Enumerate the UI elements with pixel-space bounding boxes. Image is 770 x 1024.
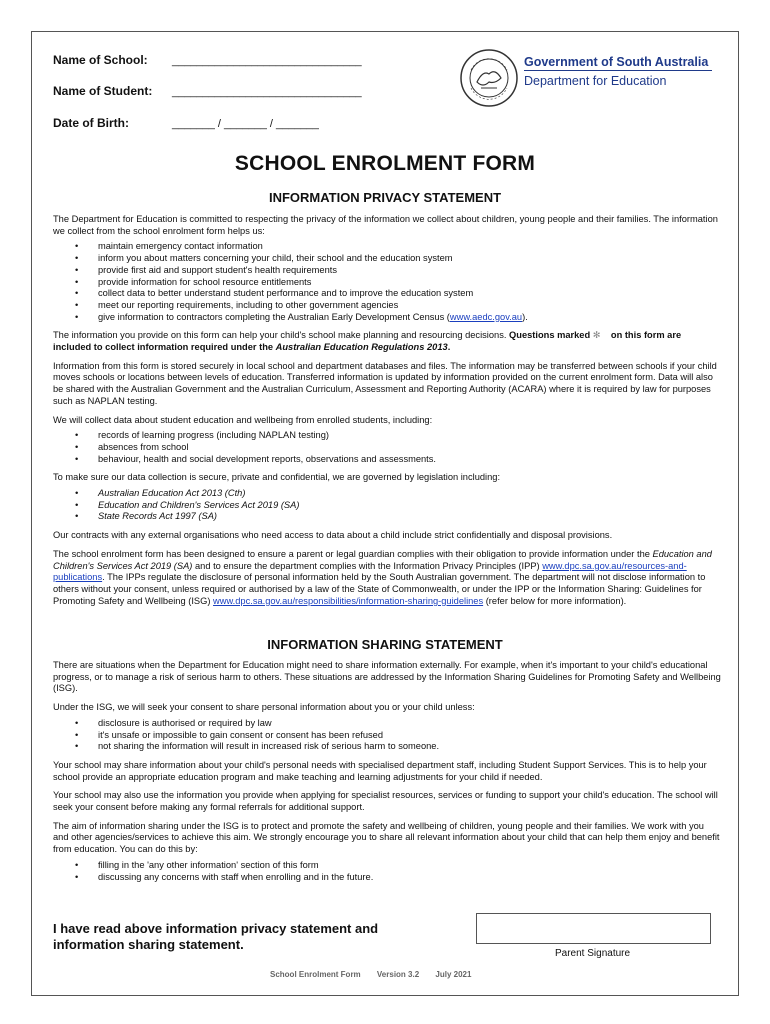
footer-form-name: School Enrolment Form xyxy=(270,970,361,979)
list-item: • maintain emergency contact information xyxy=(53,241,721,253)
government-crest-icon xyxy=(459,48,519,108)
department-name: Department for Education xyxy=(524,74,667,88)
name-of-school-label: Name of School: xyxy=(53,53,148,67)
date-of-birth-label: Date of Birth: xyxy=(53,116,129,130)
list-item: • behaviour, health and social development reports, observations and assessments. xyxy=(53,454,721,466)
list-item: • give information to contractors completing the Australian Early Development Census (www.aedc.gov.au). xyxy=(53,312,721,324)
list-item: • disclosure is authorised or required by law xyxy=(53,718,721,730)
legislation-list xyxy=(53,488,721,523)
ipp-link[interactable]: www.dpc.sa.gov.au/resources-and-publications xyxy=(53,560,687,583)
support-services-paragraph: Your school may share information about your child's personal needs with specialised department staff, including Student Support Services. This is to help your school provide an appropriate education program and make teaching and learning adjustments for your child if needed. xyxy=(53,759,707,782)
parent-signature-label: Parent Signature xyxy=(555,948,631,959)
privacy-purpose-list xyxy=(53,241,721,323)
consent-intro: Under the ISG, we will seek your consent to share personal information about you or your child unless: xyxy=(53,702,475,713)
sharing-section xyxy=(53,660,721,883)
list-item: • records of learning progress (including NAPLAN testing) xyxy=(53,430,721,442)
name-of-school-field[interactable]: _______________________________ xyxy=(172,55,362,67)
footer-date: July 2021 xyxy=(435,970,472,979)
isg-aim-paragraph: The aim of information sharing under the ISG is to protect and promote the safety and wellbeing of children, young people and their families. We work with you and other agencies/services to achieve this aim. We strongly encourage you to share all relevant information about your child that can help them enjoy and benefit from education. You can do this by: xyxy=(53,820,720,855)
list-item: • discussing any concerns with staff when enrolling and in the future. xyxy=(53,872,721,884)
parent-signature-field[interactable] xyxy=(476,913,711,944)
list-item: • inform you about matters concerning your child, their school and the education system xyxy=(53,253,721,265)
government-name: Government of South Australia xyxy=(524,55,709,69)
logo-divider xyxy=(524,70,712,71)
privacy-section xyxy=(53,214,721,607)
list-item: • meet our reporting requirements, including to other government agencies xyxy=(53,300,721,312)
wellbeing-list xyxy=(53,430,721,465)
name-of-student-field[interactable]: _______________________________ xyxy=(172,86,362,98)
specialist-resources-paragraph: Your school may also use the information you provide when applying for specialist resources, services or funding to support your child's education. The school will seek your consent before making any formal referrals for additional support. xyxy=(53,790,718,813)
date-of-birth-field[interactable]: _______ / _______ / _______ xyxy=(172,118,319,130)
declaration-statement: I have read above information privacy statement and information sharing statement. xyxy=(53,921,379,952)
list-item: • Education and Children's Services Act 2019 (SA) xyxy=(53,500,721,512)
contracts-paragraph: Our contracts with any external organisations who need access to data about a child include strict confidentially and disposal provisions. xyxy=(53,530,613,541)
list-item: • Australian Education Act 2013 (Cth) xyxy=(53,488,721,500)
star-icon: ✻ xyxy=(592,330,601,341)
planning-paragraph: The information you provide on this form can help your child's school make planning and resourcing decisions. Questions marked ✻ on this form are included to collect information required under the Australian Education Regulations 2013. xyxy=(53,330,682,353)
page-footer xyxy=(270,970,485,979)
sharing-paragraph: There are situations when the Department for Education might need to share information externally. For example, when it's important to your child's educational progress, or to manage a risk of serious harm to others. These situations are addressed by the Information Sharing Guidelines for Promoting Safety and Wellbeing (ISG). xyxy=(53,660,721,694)
list-item: • filling in the 'any other information' section of this form xyxy=(53,860,721,872)
sharing-heading: INFORMATION SHARING STATEMENT xyxy=(267,637,503,652)
name-of-student-label: Name of Student: xyxy=(53,84,153,98)
list-item: • it's unsafe or impossible to gain consent or consent has been refused xyxy=(53,730,721,742)
page-title: SCHOOL ENROLMENT FORM xyxy=(234,152,536,175)
list-item: • provide information for school resource entitlements xyxy=(53,277,721,289)
consent-exceptions-list xyxy=(53,718,721,753)
storage-paragraph: Information from this form is stored securely in local school and department databases and files. The information may be transferred between schools if your child moves schools or locations between levels of education. Transferred information is updated by information provided on the current enrolment form. Data will also be shared with the Australian Government and the Australian Curriculum, Assessment and Reporting Authority (ACARA) where it is required by law for purposes such as NAPLAN testing. xyxy=(53,360,717,406)
privacy-heading: INFORMATION PRIVACY STATEMENT xyxy=(268,190,502,205)
list-item: • collect data to better understand student performance and to improve the education system xyxy=(53,288,721,300)
aedc-link[interactable]: www.aedc.gov.au xyxy=(449,311,523,322)
design-paragraph: The school enrolment form has been designed to ensure a parent or legal guardian complies with their obligation to provide information under the Education and Children's Services Act 2019 (SA) and to ensure the department complies with the Information Privacy Principles (IPP) www.dpc.sa.gov.au/resources-and-publications. The IPPs regulate the disclosure of personal information held by the South Australian government. The department will not disclose information to others without your consent, unless required or authorised by a law of the State of Commonwealth, or under the IPP or the Information Sharing: Guidelines for Promoting Safety and Wellbeing (ISG) www.dpc.sa.gov.au/responsibilities/information-sharing-guidelines (refer below for more information). xyxy=(53,548,712,606)
isg-link[interactable]: www.dpc.sa.gov.au/responsibilities/information-sharing-guidelines xyxy=(213,595,484,606)
wellbeing-intro: We will collect data about student education and wellbeing from enrolled students, including: xyxy=(53,414,433,425)
how-to-share-list xyxy=(53,860,721,883)
legislation-intro: To make sure our data collection is secure, private and confidential, we are governed by legislation including: xyxy=(53,472,501,483)
list-item: • absences from school xyxy=(53,442,721,454)
list-item: • State Records Act 1997 (SA) xyxy=(53,511,721,523)
list-item: • provide first aid and support student's health requirements xyxy=(53,265,721,277)
footer-version: Version 3.2 xyxy=(376,970,420,979)
list-item: • not sharing the information will result in increased risk of serious harm to someone. xyxy=(53,741,721,753)
privacy-intro: The Department for Education is committed to respecting the privacy of the information we collect about children, young people and their families. The information we collect from the school enrolment form helps us: xyxy=(53,214,718,236)
